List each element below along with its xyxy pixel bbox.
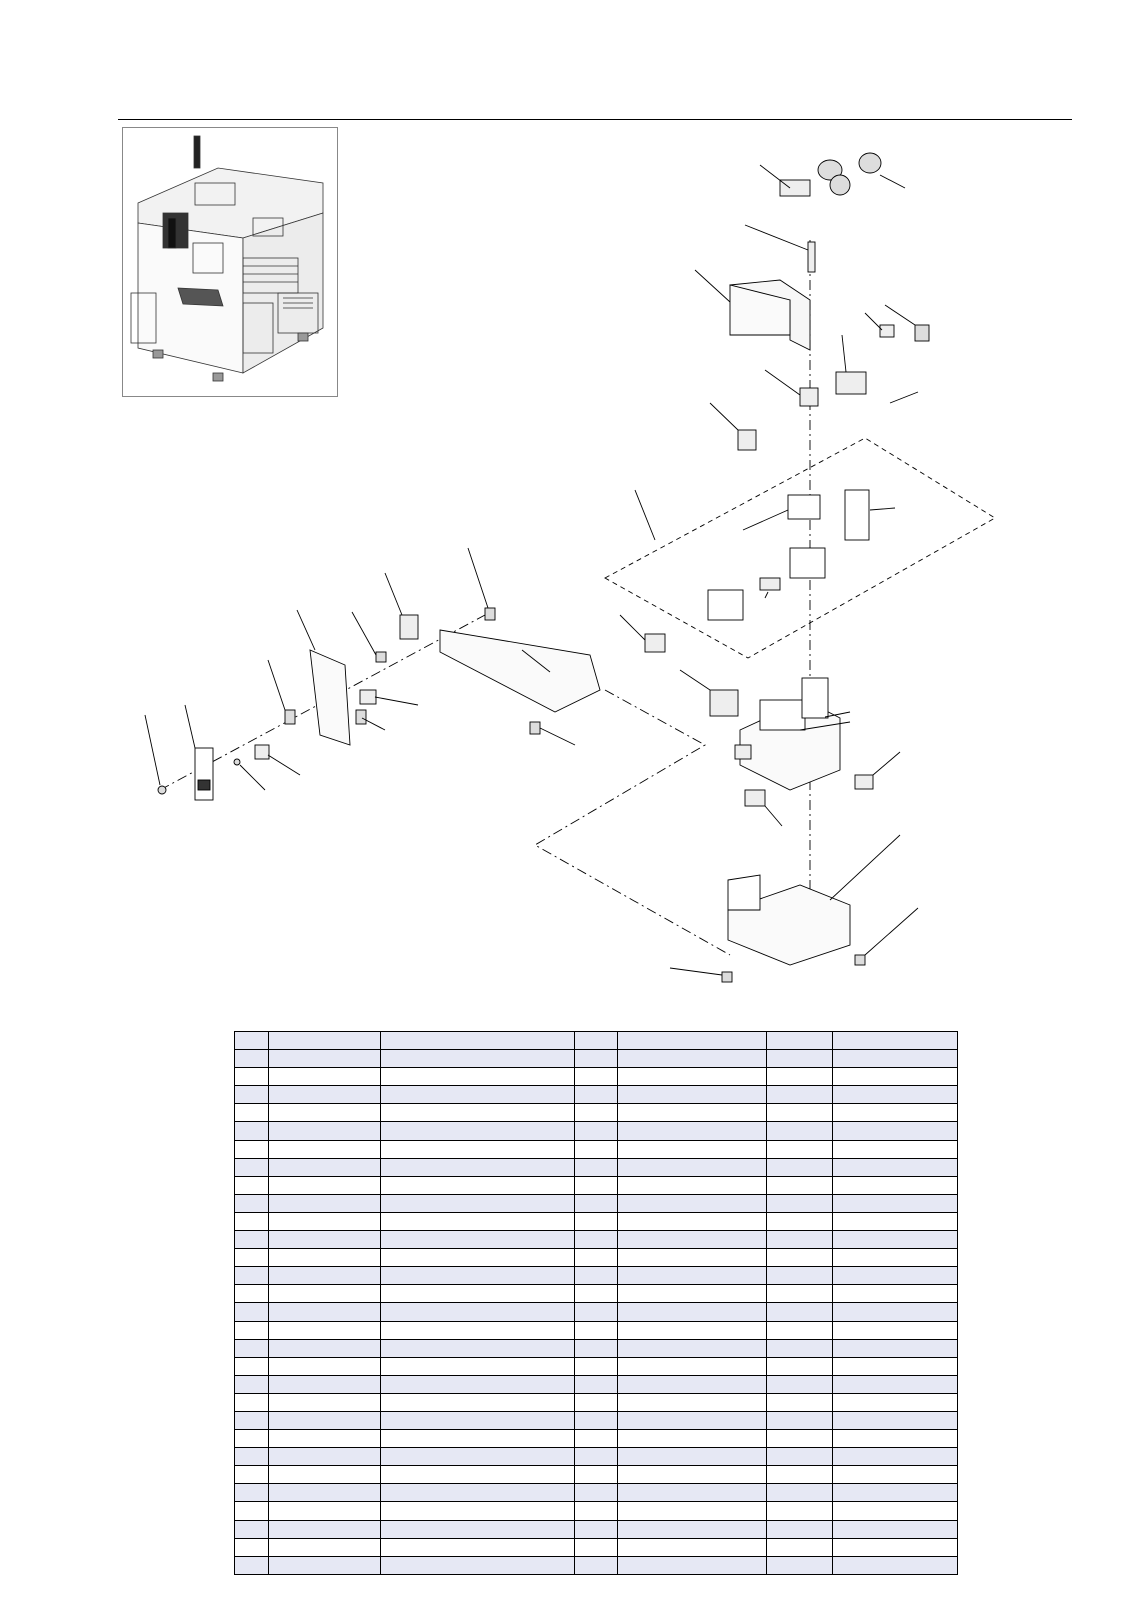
table-cell (618, 1267, 767, 1285)
table-cell (235, 1068, 269, 1086)
table-cell (575, 1122, 618, 1140)
table-row (235, 1538, 958, 1556)
table-cell (235, 1556, 269, 1574)
table-row (235, 1122, 958, 1140)
table-cell (767, 1430, 833, 1448)
table-cell (618, 1466, 767, 1484)
table-cell (575, 1267, 618, 1285)
table-cell (381, 1538, 575, 1556)
table-row (235, 1249, 958, 1267)
table-cell (381, 1158, 575, 1176)
table-cell (235, 1249, 269, 1267)
table-row (235, 1158, 958, 1176)
table-cell (575, 1176, 618, 1194)
table-row (235, 1176, 958, 1194)
table-cell (381, 1321, 575, 1339)
table-cell (381, 1050, 575, 1068)
table-cell (618, 1411, 767, 1429)
table-cell (575, 1556, 618, 1574)
table-cell (575, 1430, 618, 1448)
table-cell (618, 1375, 767, 1393)
table-row (235, 1032, 958, 1050)
table-row (235, 1267, 958, 1285)
table-cell (833, 1176, 958, 1194)
table-cell (833, 1231, 958, 1249)
table-cell (767, 1375, 833, 1393)
table-cell (235, 1375, 269, 1393)
table-row (235, 1393, 958, 1411)
table-cell (618, 1393, 767, 1411)
table-cell (269, 1267, 381, 1285)
table-cell (618, 1212, 767, 1230)
table-cell (833, 1393, 958, 1411)
table-cell (575, 1357, 618, 1375)
table-cell (575, 1520, 618, 1538)
table-cell (381, 1032, 575, 1050)
table-cell (767, 1267, 833, 1285)
table-cell (833, 1068, 958, 1086)
table-row (235, 1303, 958, 1321)
table-cell (575, 1158, 618, 1176)
table-cell (833, 1339, 958, 1357)
table-cell (833, 1357, 958, 1375)
table-cell (618, 1194, 767, 1212)
table-cell (833, 1520, 958, 1538)
table-cell (381, 1448, 575, 1466)
table-cell (269, 1556, 381, 1574)
table-row (235, 1448, 958, 1466)
table-row (235, 1502, 958, 1520)
table-cell (767, 1303, 833, 1321)
table-cell (767, 1285, 833, 1303)
table-cell (618, 1339, 767, 1357)
table-cell (235, 1466, 269, 1484)
table-cell (235, 1176, 269, 1194)
table-cell (618, 1502, 767, 1520)
table-cell (767, 1086, 833, 1104)
table-cell (833, 1140, 958, 1158)
table-cell (767, 1122, 833, 1140)
table-cell (575, 1393, 618, 1411)
table-cell (618, 1448, 767, 1466)
table-cell (269, 1321, 381, 1339)
table-row (235, 1140, 958, 1158)
table-cell (767, 1249, 833, 1267)
table-cell (833, 1267, 958, 1285)
table-cell (767, 1357, 833, 1375)
table-cell (833, 1050, 958, 1068)
table-cell (269, 1357, 381, 1375)
table-cell (381, 1086, 575, 1104)
table-cell (381, 1357, 575, 1375)
table-cell (833, 1212, 958, 1230)
table-cell (575, 1466, 618, 1484)
table-cell (381, 1430, 575, 1448)
table-cell (618, 1032, 767, 1050)
table-cell (575, 1375, 618, 1393)
table-cell (833, 1285, 958, 1303)
table-cell (618, 1050, 767, 1068)
table-cell (269, 1411, 381, 1429)
table-cell (767, 1484, 833, 1502)
table-cell (767, 1140, 833, 1158)
table-cell (618, 1122, 767, 1140)
table-cell (767, 1231, 833, 1249)
table-cell (575, 1050, 618, 1068)
table-cell (235, 1538, 269, 1556)
table-cell (833, 1303, 958, 1321)
table-cell (235, 1212, 269, 1230)
table-row (235, 1212, 958, 1230)
table-cell (575, 1484, 618, 1502)
table-cell (381, 1212, 575, 1230)
table-cell (833, 1249, 958, 1267)
table-cell (833, 1194, 958, 1212)
table-cell (269, 1339, 381, 1357)
table-row (235, 1466, 958, 1484)
table-cell (269, 1086, 381, 1104)
table-cell (833, 1104, 958, 1122)
table-cell (767, 1068, 833, 1086)
table-cell (575, 1448, 618, 1466)
table-cell (235, 1104, 269, 1122)
table-cell (381, 1520, 575, 1538)
parts-list-table (234, 1031, 958, 1575)
table-cell (767, 1158, 833, 1176)
table-cell (269, 1285, 381, 1303)
table-cell (833, 1448, 958, 1466)
table-cell (575, 1104, 618, 1122)
table-cell (269, 1393, 381, 1411)
table-cell (381, 1285, 575, 1303)
table-cell (767, 1448, 833, 1466)
table-cell (269, 1466, 381, 1484)
table-cell (618, 1068, 767, 1086)
table-cell (235, 1122, 269, 1140)
table-cell (269, 1140, 381, 1158)
table-cell (767, 1466, 833, 1484)
table-cell (767, 1520, 833, 1538)
table-cell (767, 1032, 833, 1050)
table-cell (269, 1194, 381, 1212)
table-cell (833, 1158, 958, 1176)
table-cell (575, 1502, 618, 1520)
table-cell (575, 1231, 618, 1249)
table-cell (269, 1502, 381, 1520)
table-cell (269, 1520, 381, 1538)
table-cell (269, 1303, 381, 1321)
table-cell (575, 1285, 618, 1303)
table-cell (269, 1176, 381, 1194)
table-cell (618, 1321, 767, 1339)
table-row (235, 1321, 958, 1339)
table-cell (767, 1538, 833, 1556)
table-cell (235, 1050, 269, 1068)
table-cell (767, 1556, 833, 1574)
exploded-parts-diagram (0, 120, 1148, 1000)
table-cell (833, 1466, 958, 1484)
table-cell (618, 1484, 767, 1502)
table-cell (269, 1430, 381, 1448)
table-cell (235, 1411, 269, 1429)
table-cell (618, 1430, 767, 1448)
table-cell (575, 1032, 618, 1050)
table-cell (269, 1212, 381, 1230)
table-cell (235, 1194, 269, 1212)
table-cell (269, 1032, 381, 1050)
table-cell (235, 1448, 269, 1466)
table-row (235, 1357, 958, 1375)
table-cell (833, 1538, 958, 1556)
table-cell (575, 1411, 618, 1429)
table-cell (618, 1357, 767, 1375)
table-cell (618, 1086, 767, 1104)
table-cell (833, 1502, 958, 1520)
table-cell (381, 1502, 575, 1520)
table-row (235, 1520, 958, 1538)
table-cell (833, 1122, 958, 1140)
table-cell (381, 1375, 575, 1393)
table-row (235, 1375, 958, 1393)
table-cell (618, 1556, 767, 1574)
table-row (235, 1430, 958, 1448)
table-cell (381, 1176, 575, 1194)
table-cell (269, 1484, 381, 1502)
table-cell (235, 1520, 269, 1538)
table-cell (618, 1140, 767, 1158)
table-cell (235, 1303, 269, 1321)
table-cell (833, 1484, 958, 1502)
table-cell (235, 1502, 269, 1520)
table-cell (618, 1285, 767, 1303)
table-row (235, 1194, 958, 1212)
table-cell (235, 1357, 269, 1375)
table-cell (381, 1339, 575, 1357)
table-cell (833, 1321, 958, 1339)
table-cell (381, 1466, 575, 1484)
table-cell (767, 1411, 833, 1429)
table-cell (269, 1249, 381, 1267)
table-cell (833, 1411, 958, 1429)
table-cell (381, 1068, 575, 1086)
table-cell (269, 1104, 381, 1122)
table-cell (575, 1339, 618, 1357)
table-cell (618, 1303, 767, 1321)
table-row (235, 1086, 958, 1104)
y-union-fitting (780, 153, 881, 196)
table-cell (575, 1303, 618, 1321)
table-cell (235, 1140, 269, 1158)
table-cell (575, 1140, 618, 1158)
table-cell (235, 1393, 269, 1411)
table-cell (235, 1321, 269, 1339)
table-row (235, 1231, 958, 1249)
table-cell (235, 1339, 269, 1357)
table-cell (235, 1086, 269, 1104)
table-cell (767, 1502, 833, 1520)
table-cell (767, 1321, 833, 1339)
table-cell (618, 1249, 767, 1267)
table-cell (575, 1212, 618, 1230)
table-cell (767, 1176, 833, 1194)
table-cell (381, 1249, 575, 1267)
table-row (235, 1285, 958, 1303)
table-cell (381, 1556, 575, 1574)
table-cell (767, 1050, 833, 1068)
table-cell (618, 1158, 767, 1176)
table-cell (269, 1050, 381, 1068)
table-cell (618, 1520, 767, 1538)
table-cell (767, 1212, 833, 1230)
table-cell (269, 1448, 381, 1466)
table-cell (235, 1231, 269, 1249)
table-cell (235, 1430, 269, 1448)
table-cell (575, 1538, 618, 1556)
table-row (235, 1484, 958, 1502)
table-cell (833, 1086, 958, 1104)
table-row (235, 1050, 958, 1068)
table-row (235, 1411, 958, 1429)
table-cell (381, 1267, 575, 1285)
table-cell (269, 1158, 381, 1176)
table-cell (381, 1303, 575, 1321)
table-cell (618, 1538, 767, 1556)
table-cell (618, 1176, 767, 1194)
table-cell (269, 1231, 381, 1249)
table-cell (235, 1285, 269, 1303)
table-cell (575, 1194, 618, 1212)
table-cell (767, 1339, 833, 1357)
table-cell (575, 1068, 618, 1086)
table-row (235, 1104, 958, 1122)
table-cell (767, 1393, 833, 1411)
table-cell (235, 1267, 269, 1285)
table-cell (575, 1321, 618, 1339)
table-cell (618, 1104, 767, 1122)
table-cell (833, 1375, 958, 1393)
table-cell (269, 1122, 381, 1140)
table-row (235, 1068, 958, 1086)
table-cell (833, 1430, 958, 1448)
table-cell (269, 1068, 381, 1086)
table-cell (235, 1158, 269, 1176)
table-cell (767, 1194, 833, 1212)
table-cell (381, 1484, 575, 1502)
table-row (235, 1556, 958, 1574)
table-cell (575, 1086, 618, 1104)
table-cell (575, 1249, 618, 1267)
table-cell (269, 1538, 381, 1556)
table-cell (833, 1556, 958, 1574)
table-cell (381, 1231, 575, 1249)
table-cell (235, 1484, 269, 1502)
table-cell (381, 1194, 575, 1212)
table-row (235, 1339, 958, 1357)
table-cell (381, 1104, 575, 1122)
table-cell (381, 1393, 575, 1411)
table-cell (618, 1231, 767, 1249)
table-cell (269, 1375, 381, 1393)
table-cell (381, 1411, 575, 1429)
table-cell (381, 1140, 575, 1158)
table-cell (767, 1104, 833, 1122)
table-cell (833, 1032, 958, 1050)
table-cell (235, 1032, 269, 1050)
table-cell (381, 1122, 575, 1140)
